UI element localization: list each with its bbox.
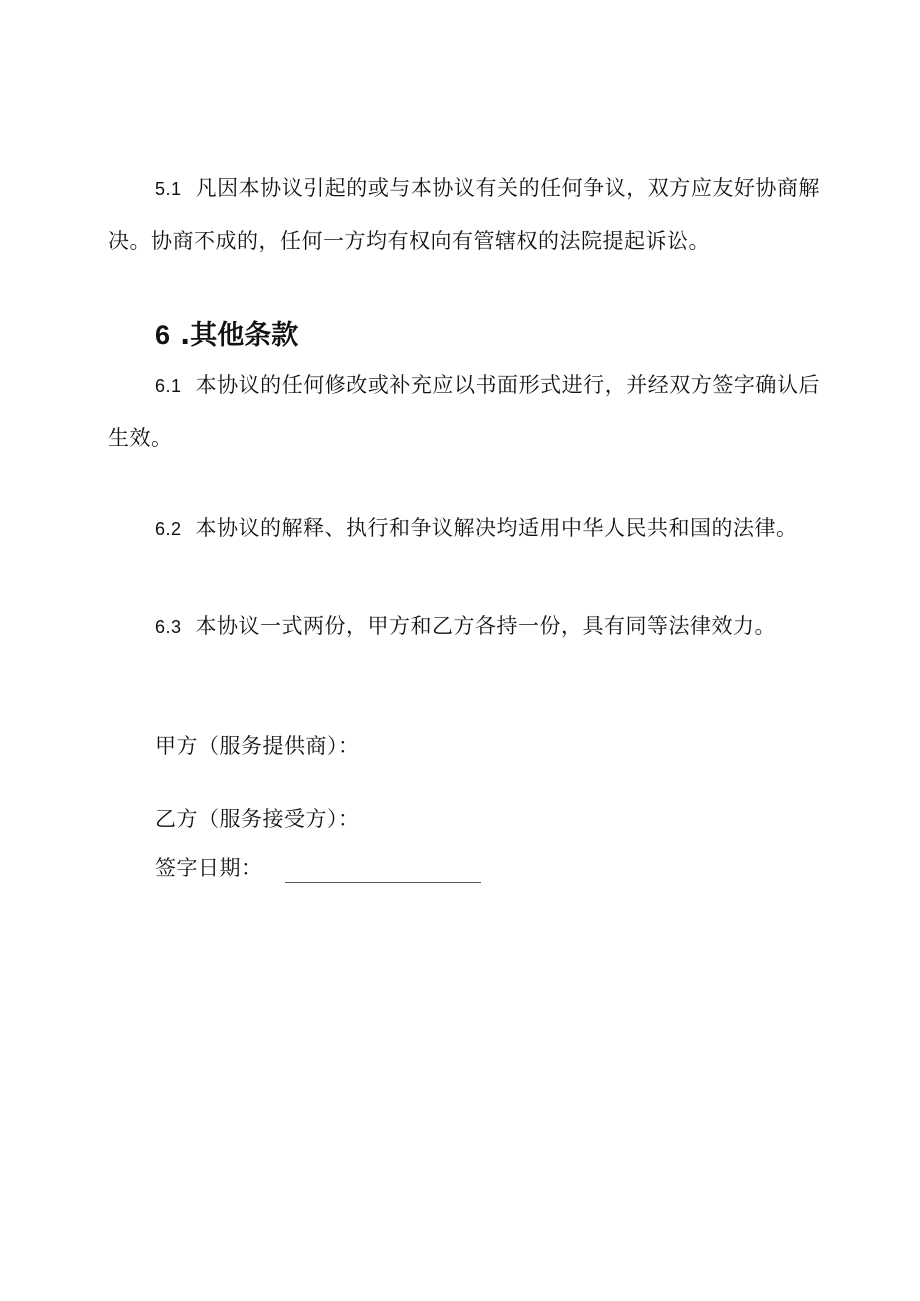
party-a-label: 甲方（服务提供商）： <box>155 734 360 758</box>
clause-5-1-text: 凡因本协议引起的或与本协议有关的任何争议，双方应友好协商解决。协商不成的，任何一方均有权向有管辖权的法院提起诉讼。 <box>108 176 820 253</box>
signature-date-label: 签字日期： <box>155 856 263 880</box>
signature-date-row <box>155 853 481 883</box>
section-6-title: .其他条款 <box>180 320 299 351</box>
section-6-number: 6 <box>155 320 171 350</box>
party-b-label: 乙方（服务接受方）： <box>155 807 360 831</box>
clause-6-3 <box>155 611 776 642</box>
clause-6-3-text: 本协议一式两份，甲方和乙方各持一份，具有同等法律效力。 <box>195 614 777 638</box>
clause-5-1-number: 5.1 <box>155 179 182 199</box>
clause-6-3-number: 6.3 <box>155 617 182 637</box>
clause-6-1 <box>108 359 820 464</box>
section-6-heading <box>155 318 298 353</box>
clause-6-2-number: 6.2 <box>155 519 182 539</box>
clause-6-2-text: 本协议的解释、执行和争议解决均适用中华人民共和国的法律。 <box>195 516 798 540</box>
clause-6-1-text: 本协议的任何修改或补充应以书面形式进行，并经双方签字确认后生效。 <box>108 373 820 450</box>
clause-6-2 <box>155 513 798 544</box>
clause-5-1 <box>108 162 820 267</box>
signature-date-line[interactable] <box>285 858 481 883</box>
clause-6-1-number: 6.1 <box>155 376 182 396</box>
